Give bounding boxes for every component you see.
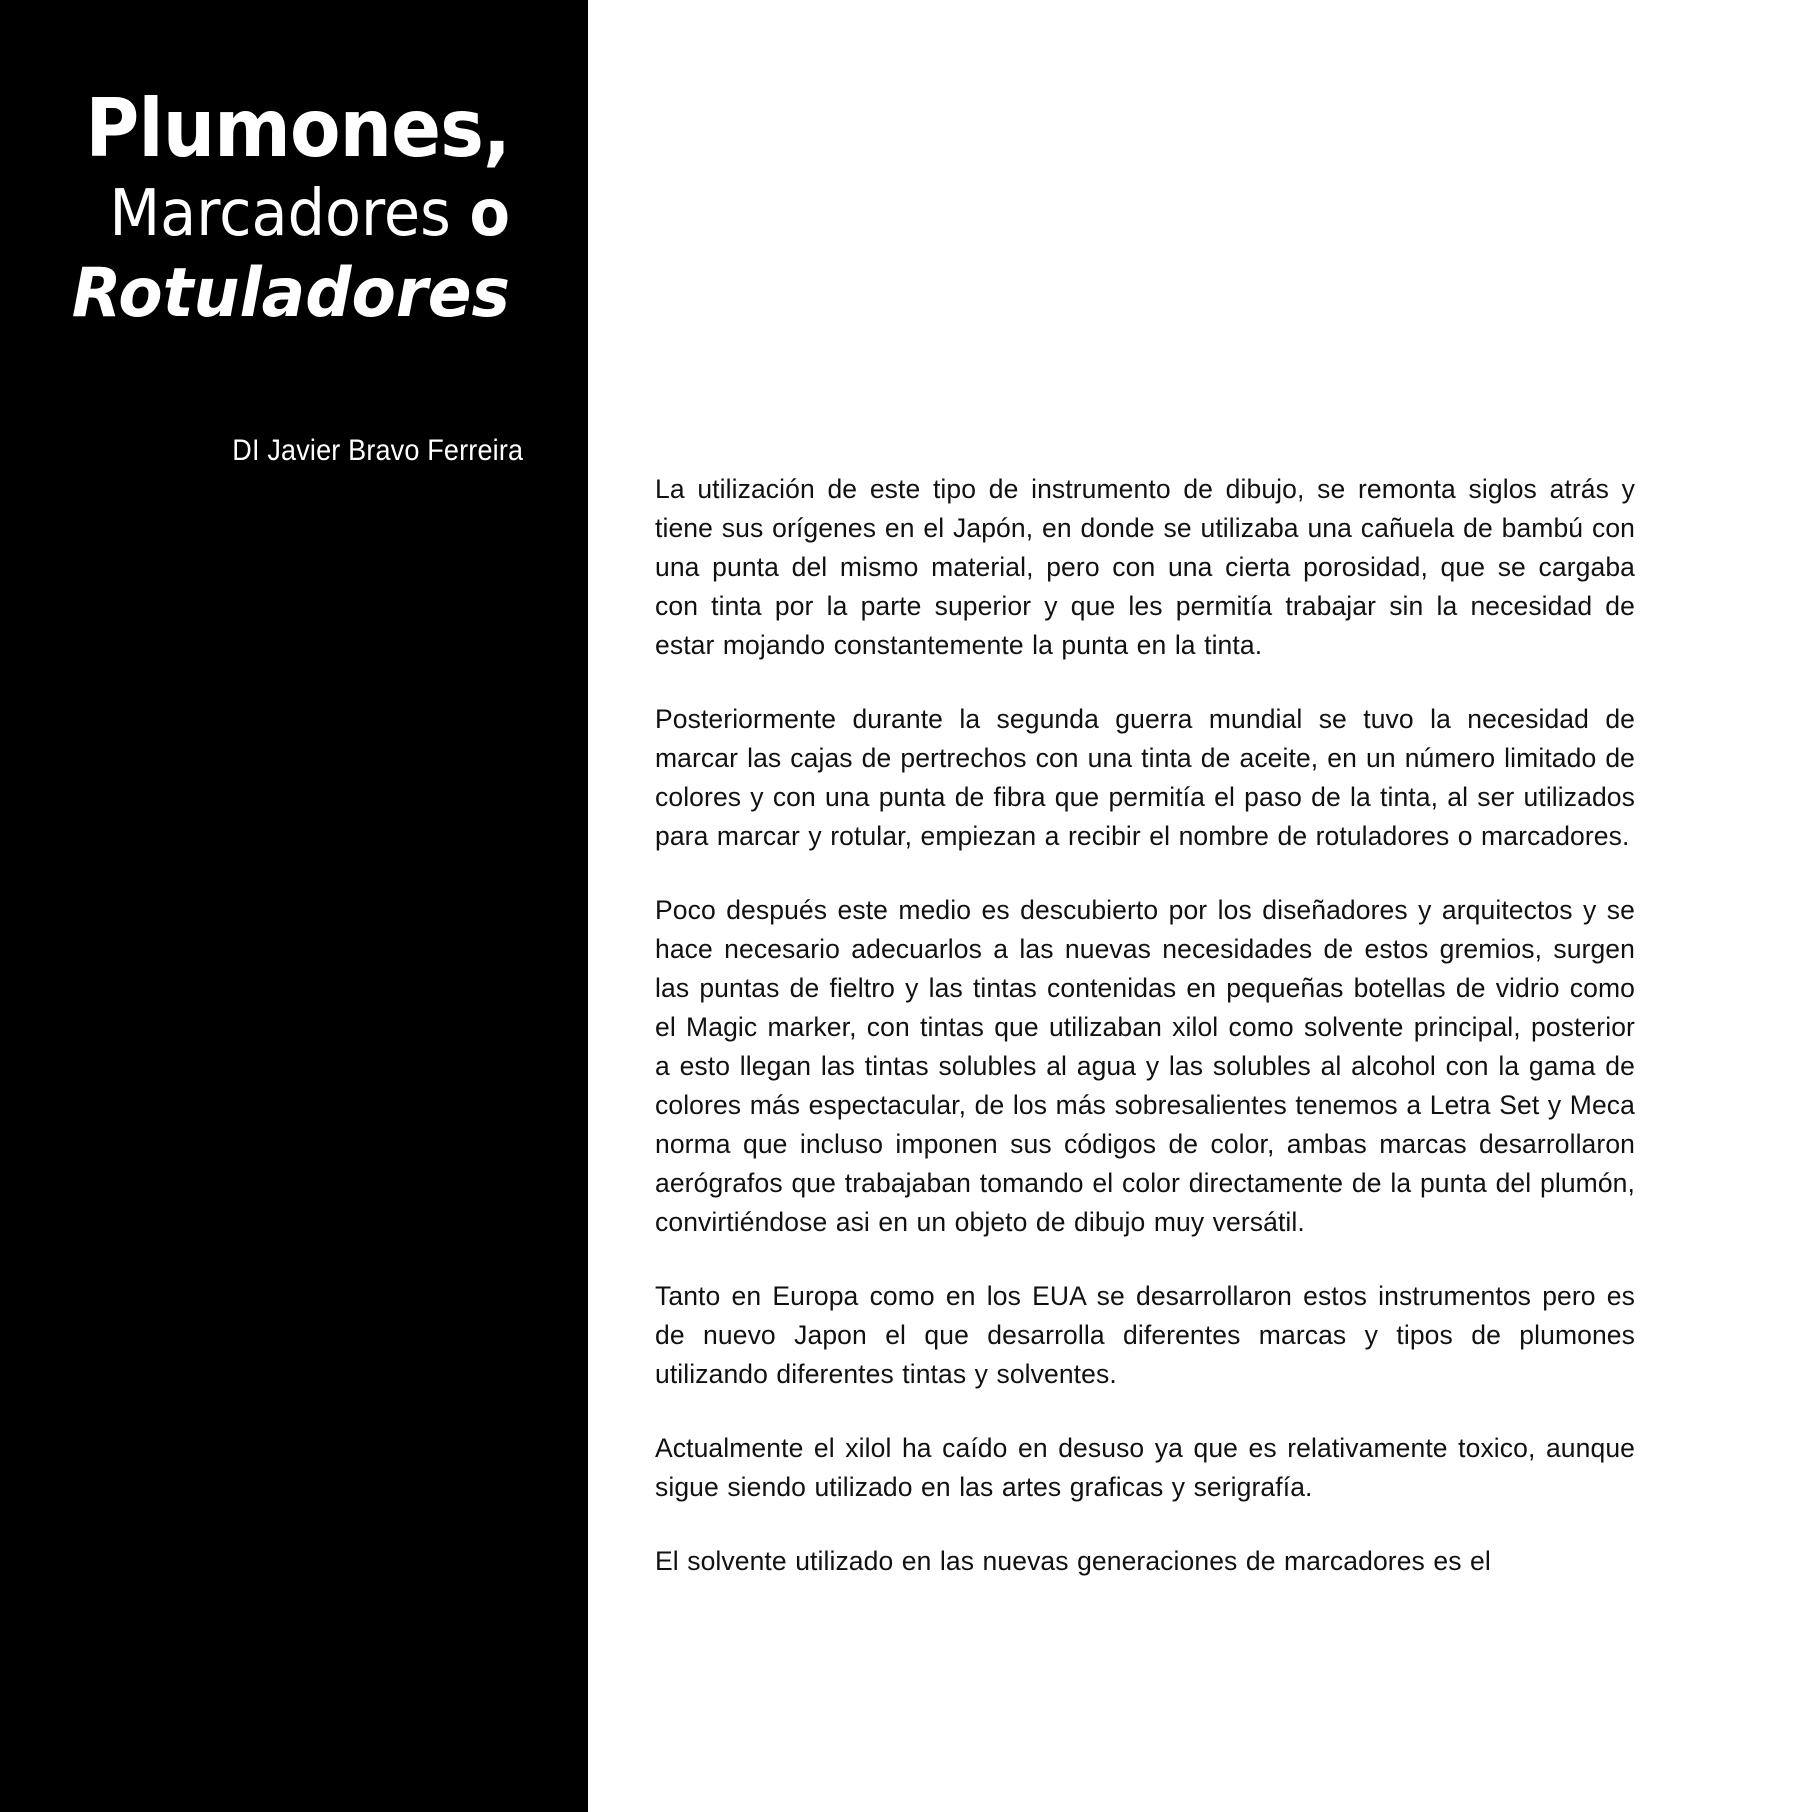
title-panel <box>0 0 588 1812</box>
article-body <box>655 470 1635 1581</box>
title-line-secondary <box>41 176 510 253</box>
title-line-secondary-conjunction: o <box>469 176 510 251</box>
body-paragraph: La utilización de este tipo de instrumento de dibujo, se remonta siglos atrás y tiene sus orígenes en el Japón, en donde se utilizaba una cañuela de bambú con una punta del mismo material, pero con una cierta porosidad, que se cargaba con tinta por la parte superior y que les permitía trabajar sin la necesidad de estar mojando constantemente la punta en la tinta. <box>655 474 1635 660</box>
body-paragraph: Posteriormente durante la segunda guerra mundial se tuvo la necesidad de marcar las cajas de pertrechos con una tinta de aceite, en un número limitado de colores y con una punta de fibra que permitía el paso de la tinta, al ser utilizados para marcar y rotular, empiezan a recibir el nombre de rotuladores o marcadores. <box>655 704 1635 851</box>
title-line-secondary-text: Marcadores <box>109 176 470 251</box>
body-paragraph: Actualmente el xilol ha caído en desuso ya que es relativamente toxico, aunque sigue siendo utilizado en las artes graficas y serigrafía. <box>655 1433 1635 1502</box>
body-paragraph: El solvente utilizado en las nuevas generaciones de marcadores es el <box>655 1546 1491 1576</box>
body-paragraph: Poco después este medio es descubierto por los diseñadores y arquitectos y se hace necesario adecuarlos a las nuevas necesidades de estos gremios, surgen las puntas de fieltro y las tintas contenidas en pequeñas botellas de vidrio como el Magic marker, con tintas que utilizaban xilol como solvente principal, posterior a esto llegan las tintas solubles al agua y las solubles al alcohol con la gama de colores más espectacular, de los más sobresalientes tenemos a Letra Set y Meca norma que incluso imponen sus códigos de color, ambas marcas desarrollaron aerógrafos que trabajaban tomando el color directamente de la punta del plumón, convirtiéndose asi en un objeto de dibujo muy versátil. <box>655 895 1635 1237</box>
body-paragraph: Tanto en Europa como en los EUA se desarrollaron estos instrumentos pero es de nuevo Japon el que desarrolla diferentes marcas y tipos de plumones utilizando diferentes tintas y solventes. <box>655 1281 1635 1389</box>
author-byline: DI Javier Bravo Ferreira <box>232 434 524 467</box>
title-line-tertiary: Rotuladores <box>71 254 510 334</box>
title-line-primary: Plumones, <box>85 82 510 175</box>
page-title <box>0 82 588 334</box>
